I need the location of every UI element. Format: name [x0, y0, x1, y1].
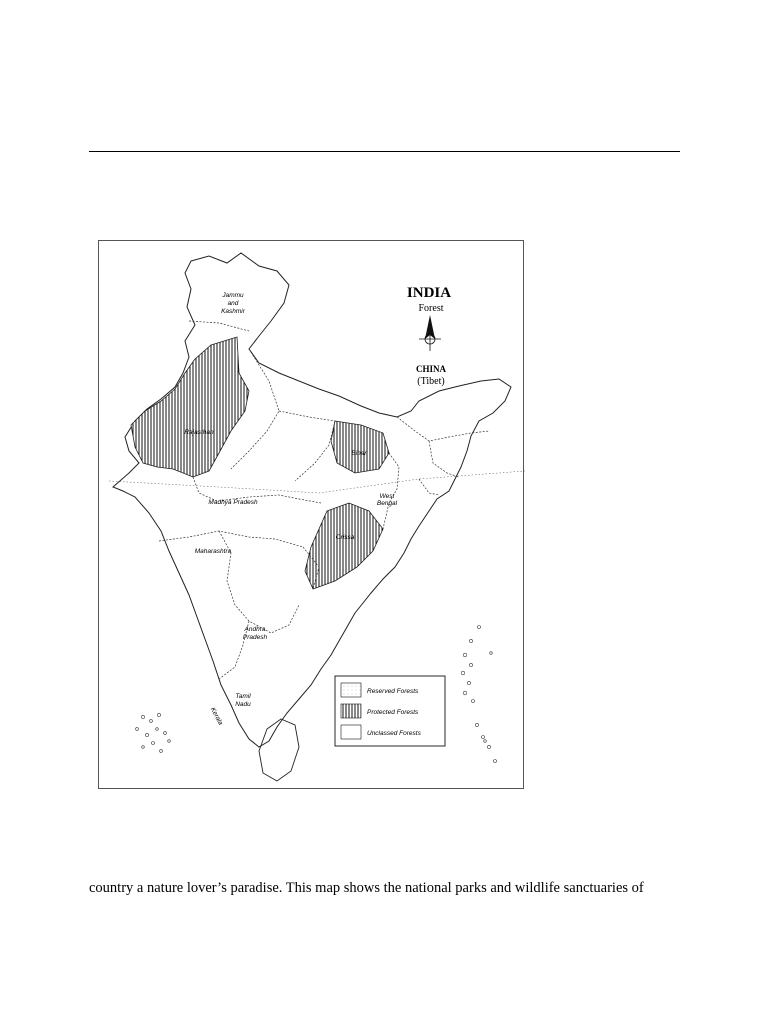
tropic-of-cancer-line	[109, 471, 525, 493]
label-jammu: Jammu	[222, 292, 244, 299]
label-nadu: Nadu	[235, 701, 251, 708]
india-forest-map	[98, 240, 524, 789]
legend-reserved-label: Reserved Forests	[367, 688, 419, 695]
label-bengal: Bengal	[376, 500, 398, 507]
legend	[335, 676, 445, 746]
china-label: CHINA	[415, 364, 447, 374]
label-orissa: Orissa	[335, 534, 355, 541]
legend-unclassed-label: Unclassed Forests	[367, 730, 421, 737]
map-title: INDIA	[406, 285, 452, 301]
india-outline	[113, 253, 511, 747]
north-arrow-icon	[419, 315, 441, 351]
tibet-label: (Tibet)	[417, 376, 445, 387]
label-kashmir: Kashmir	[221, 308, 245, 315]
label-tamil: Tamil	[235, 693, 251, 700]
sri-lanka-outline	[259, 719, 299, 781]
legend-swatch-protected	[341, 704, 361, 718]
label-rajasthan: Rajasthan	[184, 429, 214, 436]
label-madhya-pradesh: Madhya Pradesh	[208, 499, 258, 506]
label-andhra: Andhra	[244, 626, 266, 633]
label-and: and	[227, 300, 239, 307]
label-pradesh: Pradesh	[242, 634, 268, 641]
horizontal-rule	[89, 151, 680, 152]
protected-orissa	[305, 503, 383, 589]
legend-swatch-reserved	[341, 683, 361, 697]
andaman-nicobar-islands	[461, 626, 496, 763]
label-bihar: Bihar	[351, 450, 367, 457]
legend-protected-label: Protected Forests	[367, 709, 419, 716]
legend-swatch-unclassed	[341, 725, 361, 739]
label-maharashtra: Maharashtra	[194, 548, 232, 555]
protected-bihar	[331, 421, 389, 473]
map-svg	[99, 241, 525, 790]
label-kerala: Kerala	[208, 706, 224, 727]
map-subtitle: Forest	[418, 303, 444, 314]
label-west: West	[379, 493, 395, 500]
lakshadweep-islands	[136, 713, 171, 752]
protected-punjab-rajasthan	[131, 337, 249, 477]
body-paragraph: country a nature lover’s paradise. This map shows the national parks and wildlife sanctuaries of	[89, 880, 644, 896]
